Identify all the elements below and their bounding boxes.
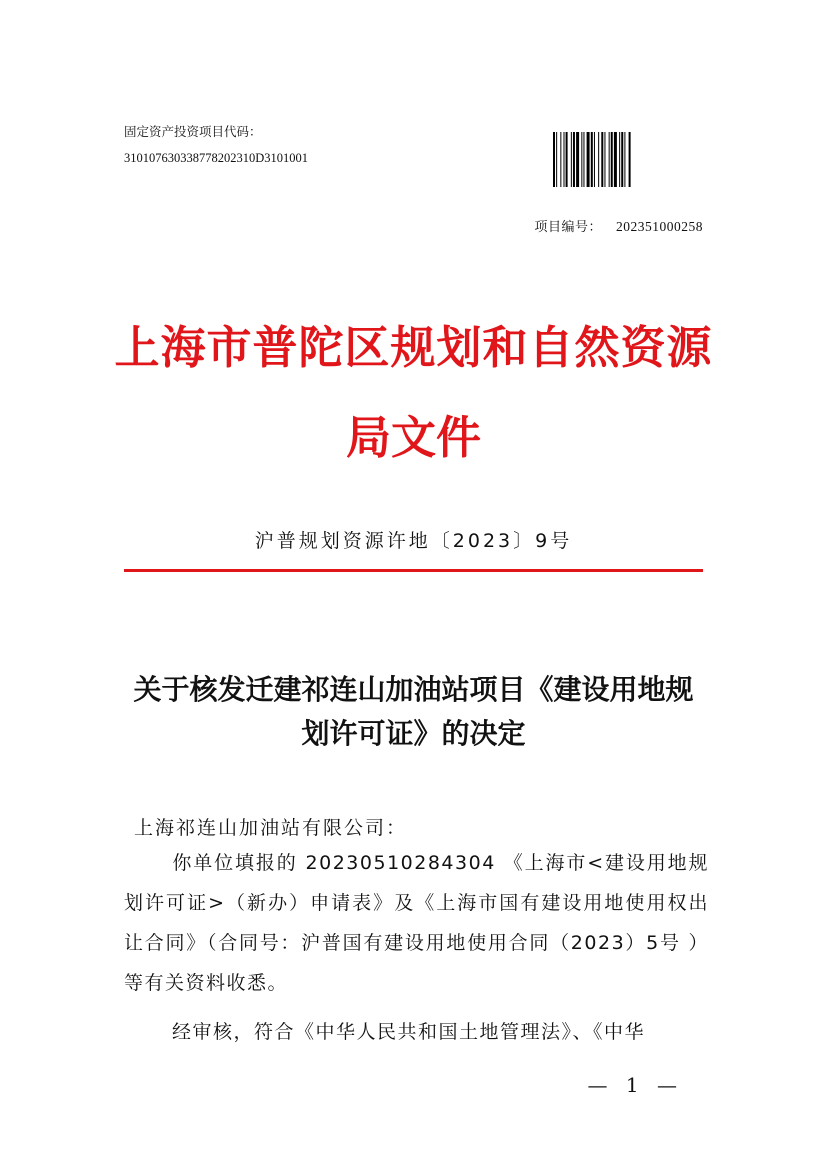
body-paragraph-2: [124, 1012, 709, 1052]
recipient-line: 上海祁连山加油站有限公司：: [134, 817, 408, 839]
barcode-image: [553, 132, 690, 187]
project-number-label: 项目编号：: [534, 220, 602, 235]
body-paragraph-1: [124, 843, 709, 1003]
agency-title-line2: 局文件: [345, 411, 481, 464]
project-number: [534, 218, 703, 237]
project-number-value: 202351000258: [616, 219, 703, 234]
page-number-text: — 1 —: [587, 1073, 683, 1097]
document-subject: 关于核发迁建祁连山加油站项目《建设用地规划许可证》的决定: [133, 673, 694, 750]
body-paragraph-2-text: 经审核，符合《中华人民共和国土地管理法》、《中华: [172, 1021, 646, 1043]
document-number: 沪普规划资源许地〔2023〕9号: [254, 530, 573, 552]
red-divider-line: [124, 569, 703, 572]
body-paragraph-1-text: 你单位填报的 20230510284304 《上海市<建设用地规划许可证>（新办）申请表》及《上海市国有建设用地使用权出让合同》（合同号：沪普国有建设用地使用合同（2023）5号 ）等有关资料收悉。: [124, 852, 709, 994]
agency-title-line1: 上海市普陀区规划和自然资源: [114, 321, 713, 374]
investment-code-value: 310107630338778202310D3101001: [124, 151, 309, 165]
investment-code-label: 固定资产投资项目代码：: [124, 124, 262, 139]
